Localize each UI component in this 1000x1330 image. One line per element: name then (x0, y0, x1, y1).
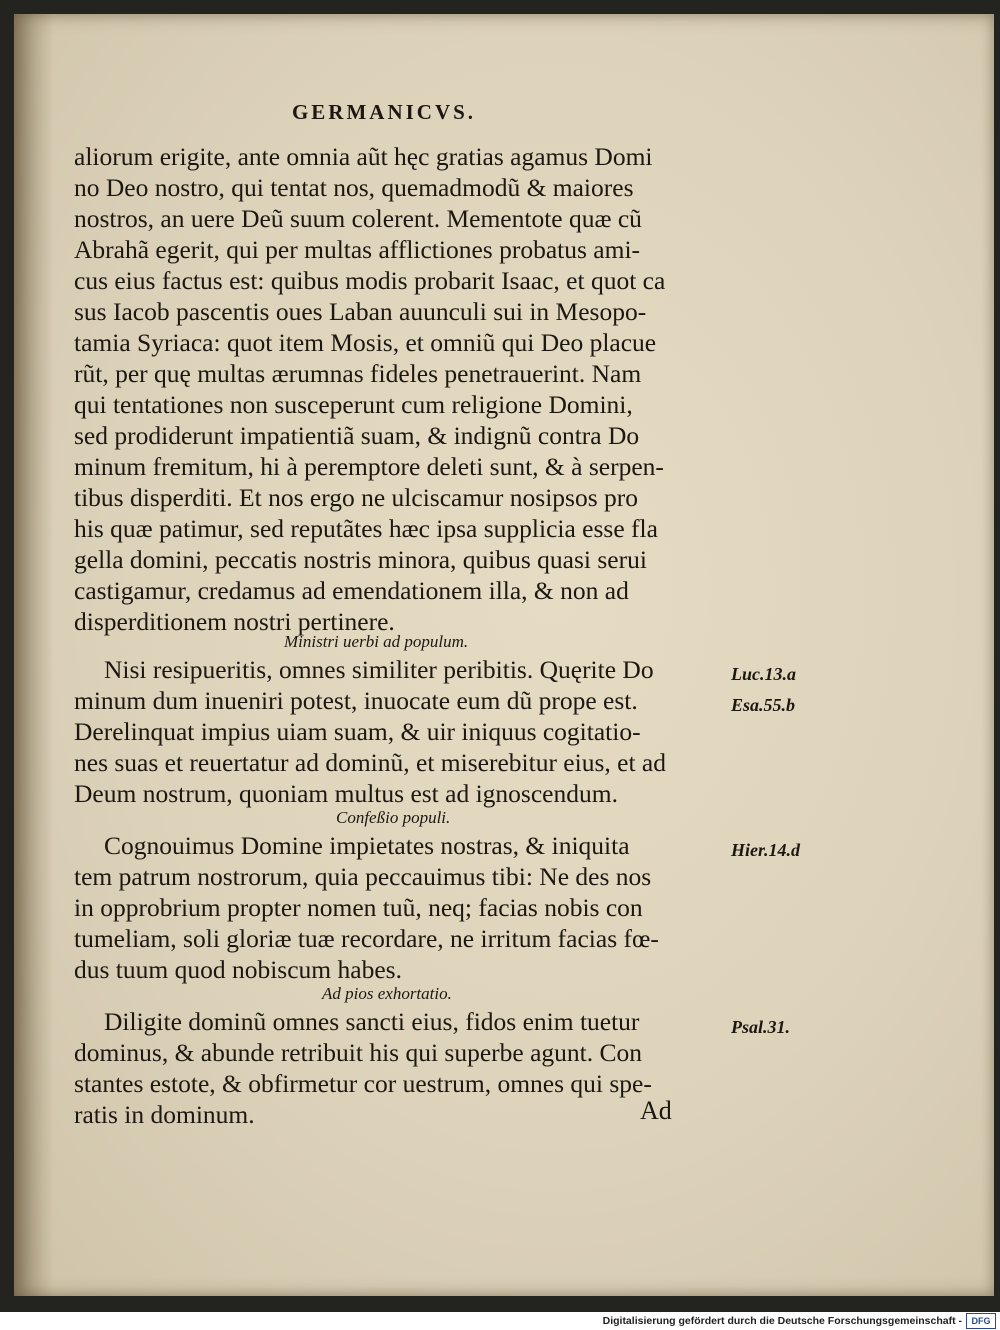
running-head: GERMANICVS. (291, 100, 477, 124)
body-line: cus eius factus est: quibus modis probarit Isaac, et quot ca (74, 266, 666, 295)
body-line: nostros, an uere Deũ suum colerent. Mementote quæ cũ (74, 204, 642, 233)
section-line: Deum nostrum, quoniam multus est ad ignoscendum. (74, 779, 618, 808)
margin-note: Esa.55.b (731, 695, 796, 715)
dfg-logo: DFG (966, 1313, 996, 1329)
body-line: sus Iacob pascentis oues Laban auunculi sui in Mesopo- (74, 297, 647, 326)
margin-note: Hier.14.d (731, 840, 801, 860)
body-line: tamia Syriaca: quot item Mosis, et omniũ qui Deo placue (74, 328, 657, 357)
section-line: Diligite dominũ omnes sancti eius, fidos enim tuetur (104, 1007, 640, 1036)
section-heading: Confeßio populi. (336, 808, 451, 827)
section-line: stantes estote, & obfirmetur cor uestrum, omnes qui spe- (74, 1069, 652, 1098)
catchword: Ad (640, 1096, 672, 1125)
section-line: dominus, & abunde retribuit his qui superbe agunt. Con (74, 1038, 643, 1067)
margin-note: Psal.31. (731, 1017, 791, 1037)
body-line: qui tentationes non susceperunt cum religione Domini, (74, 390, 633, 419)
section-line: minum dum inueniri potest, inuocate eum dũ prope est. (74, 686, 638, 715)
section-line: ratis in dominum. (74, 1100, 255, 1129)
body-line: minum fremitum, hi à peremptore deleti sunt, & à serpen- (74, 452, 664, 481)
body-line: gella domini, peccatis nostris minora, quibus quasi serui (74, 545, 647, 574)
section-line: Derelinquat impius uiam suam, & uir iniquus cogitatio- (74, 717, 641, 746)
margin-note: Luc.13.a (731, 664, 796, 684)
page-gutter-shadow (14, 14, 54, 1296)
digitization-credit: Digitalisierung gefördert durch die Deutsche Forschungsgemeinschaft - (602, 1315, 962, 1327)
section-line: dus tuum quod nobiscum habes. (74, 955, 402, 984)
section-line: tumeliam, soli gloriæ tuæ recordare, ne irritum facias fœ- (74, 924, 659, 953)
body-line: no Deo nostro, qui tentat nos, quemadmodũ & maiores (74, 173, 634, 202)
body-line: aliorum erigite, ante omnia aũt hęc gratias agamus Domi (74, 142, 653, 171)
section-line: in opprobrium propter nomen tuũ, neq; facias nobis con (74, 893, 643, 922)
body-line: tibus disperditi. Et nos ergo ne ulciscamur nosipsos pro (74, 483, 639, 512)
body-line: sed prodiderunt impatientiã suam, & indignũ contra Do (74, 421, 640, 450)
body-line: disperditionem nostri pertinere. (74, 607, 395, 636)
section-line: tem patrum nostrorum, quia peccauimus tibi: Ne des nos (74, 862, 652, 891)
body-line: rũt, per quę multas ærumnas fideles penetrauerint. Nam (74, 359, 642, 388)
section-line: nes suas et reuertatur ad dominũ, et miserebitur eius, et ad (74, 748, 666, 777)
body-line: Abrahã egerit, qui per multas afflictiones probatus ami- (74, 235, 641, 264)
body-line: castigamur, credamus ad emendationem illa, & non ad (74, 576, 629, 605)
section-heading: Ad pios exhortatio. (322, 984, 452, 1003)
section-line: Nisi resipueritis, omnes similiter peribitis. Quęrite Do (104, 655, 654, 684)
section-heading: Ministri uerbi ad populum. (284, 632, 469, 651)
section-line: Cognouimus Domine impietates nostras, & iniquita (104, 831, 630, 860)
body-line: his quæ patimur, sed reputãtes hæc ipsa supplicia esse fla (74, 514, 658, 543)
page-text-block (74, 14, 974, 1296)
book-page (14, 14, 994, 1296)
